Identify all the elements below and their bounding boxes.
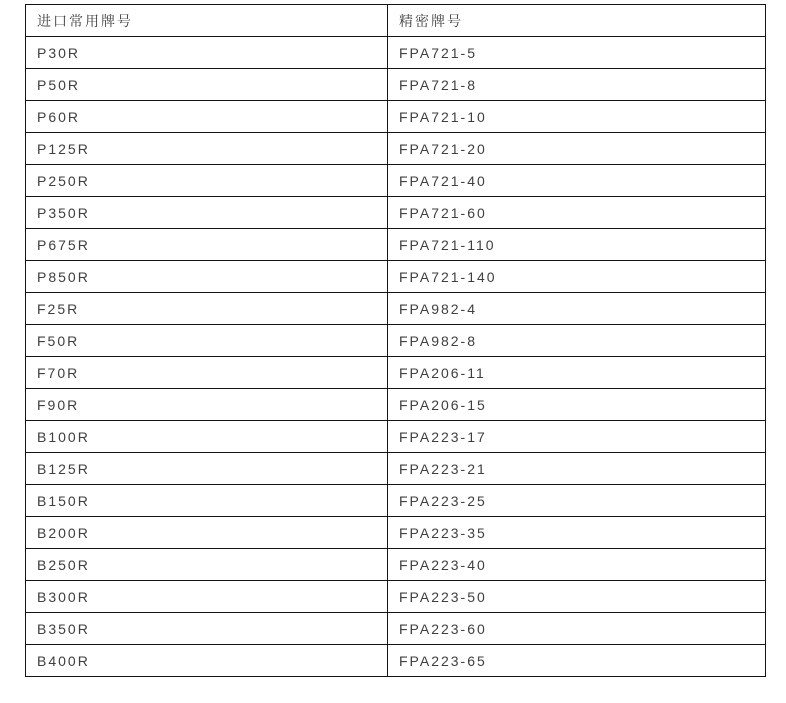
cell-precision-grade: FPA721-20: [388, 133, 766, 165]
cell-import-grade: P30R: [26, 37, 388, 69]
table-row: [26, 549, 766, 581]
table-row: [26, 517, 766, 549]
table-row: [26, 261, 766, 293]
cell-precision-grade: FPA206-15: [388, 389, 766, 421]
table-row: [26, 229, 766, 261]
cell-import-grade: P125R: [26, 133, 388, 165]
cell-precision-grade: FPA223-50: [388, 581, 766, 613]
table-header-row: [26, 5, 766, 37]
table-row: [26, 101, 766, 133]
cell-import-grade: F90R: [26, 389, 388, 421]
table-row: [26, 165, 766, 197]
table-row: [26, 357, 766, 389]
cell-precision-grade: FPA721-140: [388, 261, 766, 293]
table-row: [26, 37, 766, 69]
cell-precision-grade: FPA982-4: [388, 293, 766, 325]
cell-import-grade: P350R: [26, 197, 388, 229]
cell-import-grade: B350R: [26, 613, 388, 645]
cell-import-grade: F50R: [26, 325, 388, 357]
table-row: [26, 325, 766, 357]
column-header-import-grade: 进口常用牌号: [26, 5, 388, 37]
grade-mapping-table: [25, 4, 766, 677]
cell-import-grade: P60R: [26, 101, 388, 133]
cell-import-grade: B125R: [26, 453, 388, 485]
table-row: [26, 453, 766, 485]
cell-import-grade: B250R: [26, 549, 388, 581]
cell-precision-grade: FPA721-40: [388, 165, 766, 197]
cell-precision-grade: FPA206-11: [388, 357, 766, 389]
cell-precision-grade: FPA223-65: [388, 645, 766, 677]
cell-import-grade: F25R: [26, 293, 388, 325]
table-row: [26, 613, 766, 645]
cell-import-grade: F70R: [26, 357, 388, 389]
cell-precision-grade: FPA223-25: [388, 485, 766, 517]
cell-import-grade: B100R: [26, 421, 388, 453]
cell-precision-grade: FPA223-60: [388, 613, 766, 645]
cell-precision-grade: FPA721-60: [388, 197, 766, 229]
cell-precision-grade: FPA223-40: [388, 549, 766, 581]
table-row: [26, 389, 766, 421]
cell-import-grade: B300R: [26, 581, 388, 613]
cell-precision-grade: FPA721-5: [388, 37, 766, 69]
table-row: [26, 421, 766, 453]
table-row: [26, 581, 766, 613]
cell-import-grade: B150R: [26, 485, 388, 517]
column-header-precision-grade: 精密牌号: [388, 5, 766, 37]
table-row: [26, 69, 766, 101]
cell-precision-grade: FPA721-110: [388, 229, 766, 261]
table-row: [26, 645, 766, 677]
cell-precision-grade: FPA223-35: [388, 517, 766, 549]
cell-import-grade: B200R: [26, 517, 388, 549]
cell-precision-grade: FPA721-8: [388, 69, 766, 101]
cell-precision-grade: FPA982-8: [388, 325, 766, 357]
table-row: [26, 485, 766, 517]
table-row: [26, 197, 766, 229]
cell-precision-grade: FPA223-17: [388, 421, 766, 453]
cell-import-grade: P250R: [26, 165, 388, 197]
cell-import-grade: B400R: [26, 645, 388, 677]
cell-import-grade: P850R: [26, 261, 388, 293]
cell-precision-grade: FPA721-10: [388, 101, 766, 133]
cell-precision-grade: FPA223-21: [388, 453, 766, 485]
cell-import-grade: P675R: [26, 229, 388, 261]
table-row: [26, 133, 766, 165]
cell-import-grade: P50R: [26, 69, 388, 101]
table-row: [26, 293, 766, 325]
